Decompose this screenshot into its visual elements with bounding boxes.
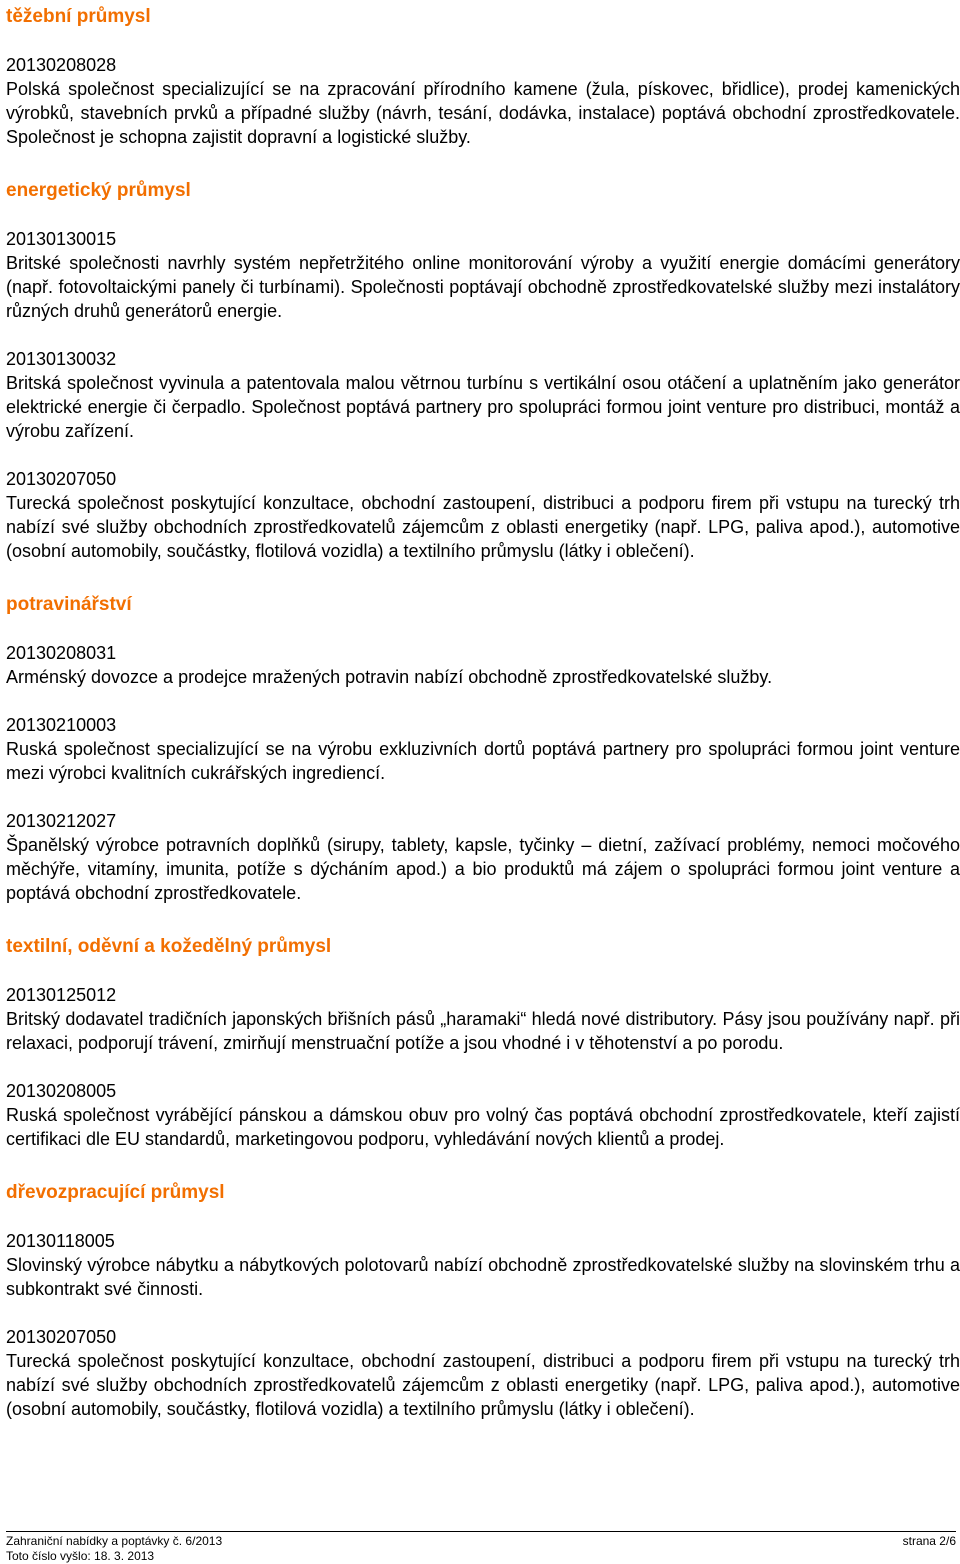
footer-divider	[6, 1531, 956, 1532]
offer-id: 20130207050	[6, 469, 117, 489]
offer-id: 20130207050	[6, 1327, 117, 1347]
offer-entry	[6, 347, 960, 443]
offer-description: Ruská společnost specializující se na výrobu exkluzivních dortů poptává partnery pro spolupráci formou joint venture mezi výrobci kvalitních cukrářských ingrediencí.	[6, 739, 960, 783]
offer-description: Ruská společnost vyrábějící pánskou a dámskou obuv pro volný čas poptává obchodní zprostředkovatele, kteří zajistí certifikaci dle EU standardů, marketingovou podporu, vyhledávání nových klientů a prodej.	[6, 1105, 960, 1149]
offer-entry	[6, 53, 960, 149]
offer-description: Turecká společnost poskytující konzultace, obchodní zastoupení, distribuci a podporu firem při vstupu na turecký trh nabízí své služby obchodních zprostředkovatelů zájemcům z oblasti energetiky (např. LPG, paliva apod.), automotive (osobní automobily, součástky, flotilová vozidla) a textilního průmyslu (látky i oblečení).	[6, 1351, 960, 1419]
section-heading: textilní, oděvní a kožedělný průmysl	[6, 936, 332, 957]
offer-entry	[6, 1325, 960, 1421]
footer-issue-date: Toto číslo vyšlo: 18. 3. 2013	[6, 1549, 155, 1563]
offer-id: 20130210003	[6, 715, 117, 735]
offer-id: 20130130032	[6, 349, 117, 369]
offer-entry	[6, 1229, 960, 1301]
section-heading: potravinářství	[6, 594, 132, 615]
offer-id: 20130118005	[6, 1231, 115, 1251]
offer-entry	[6, 983, 960, 1055]
document-body	[6, 0, 960, 1421]
page-footer	[6, 1531, 956, 1564]
footer-publication: Zahraniční nabídky a poptávky č. 6/2013	[6, 1534, 223, 1548]
offer-id: 20130130015	[6, 229, 117, 249]
offer-description: Turecká společnost poskytující konzultace, obchodní zastoupení, distribuci a podporu firem při vstupu na turecký trh nabízí své služby obchodních zprostředkovatelů zájemcům z oblasti energetiky (např. LPG, paliva apod.), automotive (osobní automobily, součástky, flotilová vozidla) a textilního průmyslu (látky i oblečení).	[6, 493, 960, 561]
offer-description: Arménský dovozce a prodejce mražených potravin nabízí obchodně zprostředkovatelské služby.	[6, 667, 773, 687]
section-heading: těžební průmysl	[6, 6, 151, 27]
offer-id: 20130208028	[6, 55, 117, 75]
offer-description: Polská společnost specializující se na zpracování přírodního kamene (žula, pískovec, břidlice), prodej kamenických výrobků, stavebních prvků a případné služby (návrh, tesání, dodávka, instalace) poptává obchodní zprostředkovatele. Společnost je schopna zajistit dopravní a logistické služby.	[6, 79, 960, 147]
section-heading: dřevozpracující průmysl	[6, 1182, 225, 1203]
offer-description: Britská společnost vyvinula a patentovala malou větrnou turbínu s vertikální osou otáčení a uplatněním jako generátor elektrické energie či čerpadlo. Společnost poptává partnery pro spolupráci formou joint venture pro distribuci, montáž a výrobu zařízení.	[6, 373, 960, 441]
offer-entry	[6, 809, 960, 905]
offer-id: 20130208031	[6, 643, 117, 663]
offer-entry	[6, 1079, 960, 1151]
offer-entry	[6, 713, 960, 785]
offer-description: Britský dodavatel tradičních japonských břišních pásů „haramaki“ hledá nové distributory. Pásy jsou používány např. při relaxaci, podporují trávení, zmirňují menstruační potíže a jsou vhodné i v těhotenství a po porodu.	[6, 1009, 960, 1053]
section-heading: energetický průmysl	[6, 180, 191, 201]
offer-description: Britské společnosti navrhly systém nepřetržitého online monitorování výroby a využití energie domácími generátory (např. fotovoltaickými panely či turbínami). Společnosti poptávají obchodně zprostředkovatelské služby mezi instalátory různých druhů generátorů energie.	[6, 253, 960, 321]
offer-description: Španělský výrobce potravních doplňků (sirupy, tablety, kapsle, tyčinky – dietní, zažívací problémy, nemoci močového měchýře, vitamíny, imunita, potíže s dýcháním apod.) a bio produktů má zájem o spolupráci formou joint venture a poptává obchodní zprostředkovatele.	[6, 835, 960, 903]
footer-page-number: strana 2/6	[902, 1534, 956, 1548]
offer-id: 20130212027	[6, 811, 117, 831]
footer-row	[6, 1534, 956, 1549]
offer-entry	[6, 641, 960, 689]
offer-entry	[6, 227, 960, 323]
offer-id: 20130125012	[6, 985, 117, 1005]
offer-entry	[6, 467, 960, 563]
offer-id: 20130208005	[6, 1081, 117, 1101]
offer-description: Slovinský výrobce nábytku a nábytkových polotovarů nabízí obchodně zprostředkovatelské služby na slovinském trhu a subkontrakt své činnosti.	[6, 1255, 960, 1299]
